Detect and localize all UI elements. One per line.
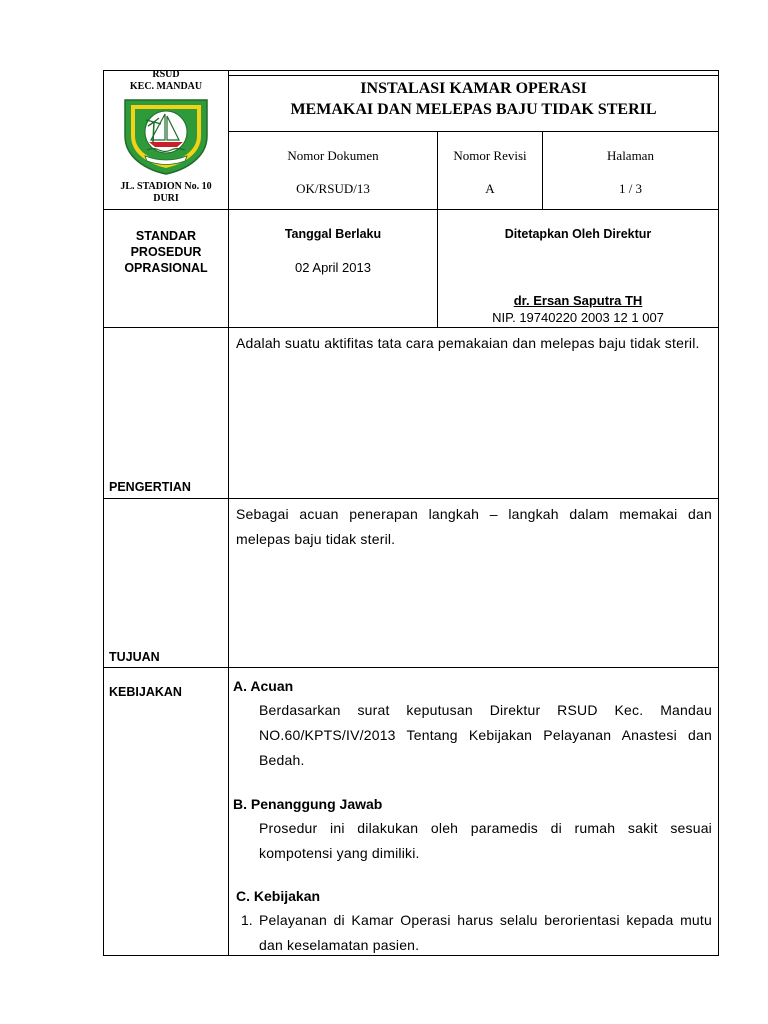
page-label: Halaman [607,148,654,163]
sop-label [104,228,228,276]
sop-label-line1: STANDAR [135,229,197,243]
table-right-border [718,70,719,956]
effective-date-value: 02 April 2013 [295,260,371,275]
effective-date-label: Tanggal Berlaku [284,227,382,241]
acuan-heading: A. Acuan [233,678,294,694]
org-name [104,69,228,93]
revision-value: A [485,181,495,196]
doc-number-value: OK/RSUD/13 [296,181,370,196]
document-title-line1: INSTALASI KAMAR OPERASI [360,80,587,97]
org-address-line1: JL. STADION No. 10 [120,181,212,192]
director-name: dr. Ersan Saputra TH [513,293,643,308]
shield-emblem-icon [121,96,211,176]
table-top-inner-border [229,75,719,76]
revision-page-divider [542,131,543,209]
kebijakan-item-number: 1. [241,912,253,928]
penanggung-jawab-text: Prosedur ini dilakukan oleh paramedis di rumah sakit sesuai kompotensi yang dimiliki. [259,820,712,861]
tujuan-label: TUJUAN [109,650,160,664]
sop-label-line3: OPRASIONAL [124,261,208,275]
document-title [229,78,718,120]
pengertian-text: Adalah suatu aktifitas tata cara pemakaian dan melepas baju tidak steril. [236,335,700,351]
sop-bottom-border [103,327,719,328]
header-bottom-border [103,209,719,210]
org-address-line2: DURI [153,193,179,204]
approved-by-label: Ditetapkan Oleh Direktur [504,227,652,241]
kebijakan-item-text: Pelayanan di Kamar Operasi harus selalu berorientasi kepada mutu dan keselamatan pasien. [259,912,712,953]
penanggung-jawab-heading: B. Penanggung Jawab [233,796,383,812]
acuan-text: Berdasarkan surat keputusan Direktur RSUD Kec. Mandau NO.60/KPTS/IV/2013 Tentang Kebijakan Pelayanan Anastesi dan Bedah. [259,702,712,768]
hospital-logo [121,96,211,176]
kebijakan-heading: C. Kebijakan [236,888,321,904]
pengertian-label: PENGERTIAN [109,480,191,494]
org-name-line1: RSUD [152,69,180,80]
org-address [104,181,228,205]
kebijakan-label: KEBIJAKAN [109,685,182,699]
title-divider [229,131,719,132]
doc-number-label: Nomor Dokumen [287,148,379,163]
document-title-line2: MEMAKAI DAN MELEPAS BAJU TIDAK STERIL [290,101,657,118]
label-column-divider [228,70,229,956]
sop-label-line2: PROSEDUR [130,245,202,259]
tujuan-bottom-border [103,667,719,668]
director-nip: NIP. 19740220 2003 12 1 007 [492,310,664,325]
revision-label: Nomor Revisi [453,148,527,163]
page-value: 1 / 3 [618,181,643,196]
pengertian-bottom-border [103,498,719,499]
org-name-line2: KEC. MANDAU [129,81,203,92]
tujuan-text: Sebagai acuan penerapan langkah – langkah dalam memakai dan melepas baju tidak steril. [236,506,712,547]
